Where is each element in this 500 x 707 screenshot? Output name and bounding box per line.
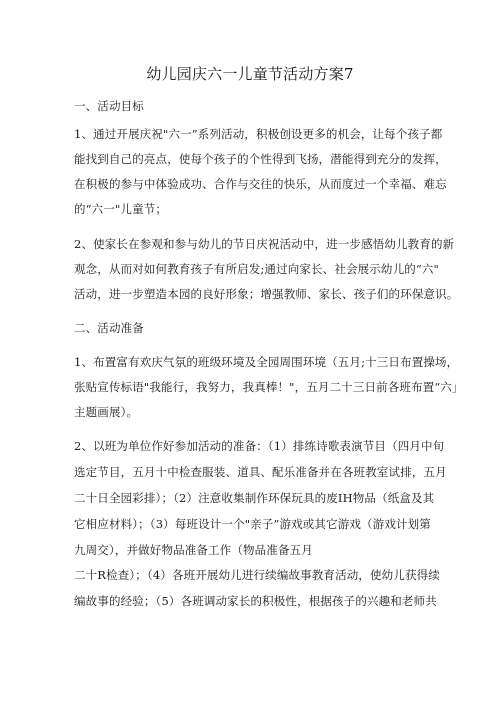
text-line: 的“六一"儿童节； [74, 202, 168, 216]
text-line: 在积极的参与中体验成功、合作与交往的快乐，从而度过一个幸福、难忘 [74, 177, 447, 191]
text-line: 2、使家长在参观和参与幼儿的节日庆祝活动中，进一步感悟幼儿教育的新 [74, 237, 455, 251]
text-line: 它相应材料）；（3）每班设计一个"亲子”游戏或其它游戏（游戏计划第 [74, 517, 431, 531]
text-line: 九周交），并做好物品准备工作（物品准备五月 [74, 543, 313, 557]
text-line: 观念，从而对如何教育孩子有所启发;通过向家长、社会展示幼儿的“六" [74, 262, 439, 276]
text-line: 二十R检查）；（4）各班开展幼儿进行续编故事教育活动，使幼儿获得续 [74, 568, 440, 582]
text-line: 选定节目，五月十中检查服装、道具、配乐准备并在各班教室试排，五月 [74, 465, 447, 479]
document-title: 幼儿园庆六一儿童节活动方案7 [146, 65, 354, 83]
text-line: 二十日全园彩排）；（2）注意收集制作环保玩具的废IH物品（纸盒及其 [74, 491, 435, 505]
text-line: 能找到自己的亮点，使每个孩子的个性得到飞扬，潜能得到充分的发挥， [74, 152, 447, 166]
text-line: 编故事的经验；（5）各班调动家长的积极性，根据孩子的兴趣和老师共 [74, 594, 437, 608]
section-heading-preparation: 二、活动准备 [74, 321, 144, 335]
text-line: 活动，进一步塑造本园的良好形象；增强教师、家长、孩子们的环保意识。 [74, 287, 459, 301]
section-heading-goals: 一、活动目标 [74, 99, 144, 113]
text-line: 1、通过开展庆祝"六一”系列活动，积极创设更多的机会，让每个孩子都 [74, 127, 443, 141]
text-line: 张贴宣传标语"我能行，我努力，我真棒！"，五月二十三日前各班布置“六」 [74, 380, 464, 394]
text-line: 2、以班为单位作好参加活动的准备：（1）排练诗歌表演节目（四月中旬 [74, 439, 445, 453]
text-line: 主题画展）。 [74, 405, 139, 419]
text-line: 1、布置富有欢庆气氛的班级环境及全园周围环境（五月;十三日布置操场， [74, 355, 459, 369]
